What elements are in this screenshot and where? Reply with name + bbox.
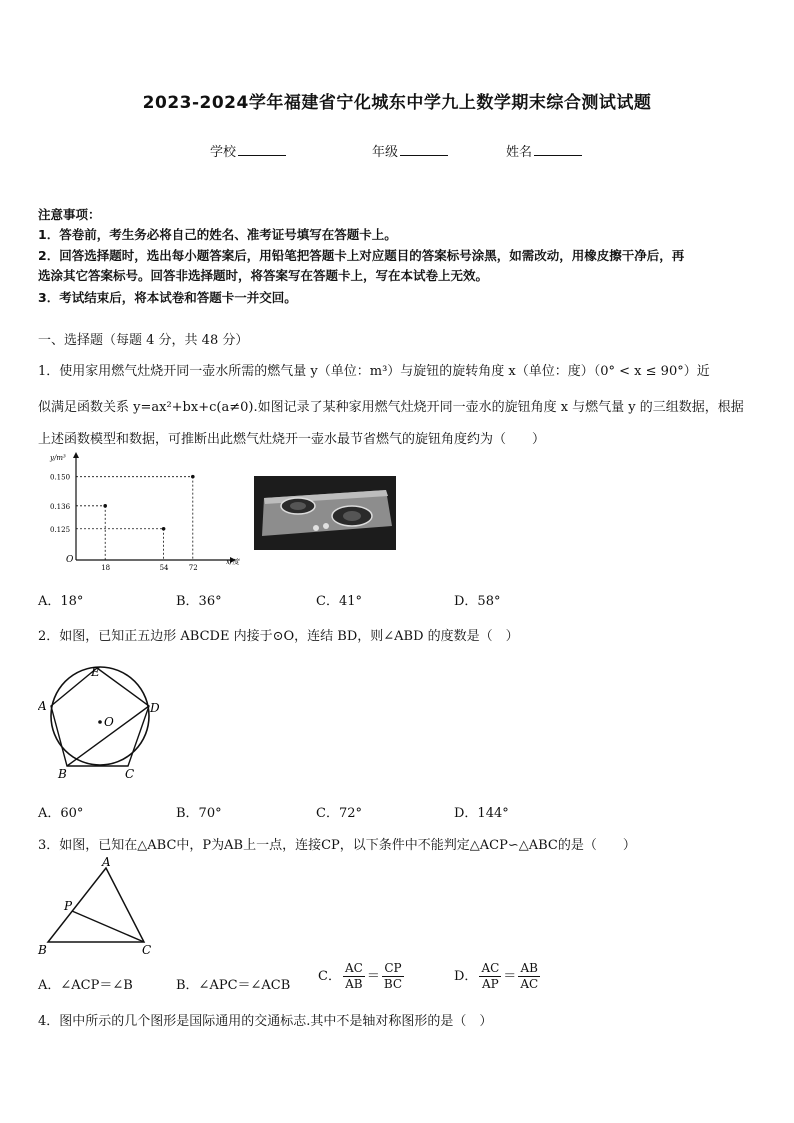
q2-option-b[interactable]: B．70° — [176, 806, 222, 821]
q2-pentagon-figure — [38, 660, 168, 780]
vertex-label-b: B — [58, 767, 67, 780]
y-tick-label: 0.136 — [50, 502, 71, 511]
q1-option-d[interactable]: D．58° — [454, 594, 501, 609]
origin-label: O — [66, 555, 74, 565]
vertex-label-a: A — [102, 855, 111, 869]
q1-option-c[interactable]: C．41° — [316, 594, 362, 609]
q4-stem: 4．图中所示的几个图形是国际通用的交通标志.其中不是轴对称图形的是（ ） — [38, 1014, 493, 1029]
y-axis-arrow — [73, 452, 79, 458]
center-label-o: O — [104, 715, 114, 729]
x-tick-label: 18 — [101, 564, 111, 572]
q1-option-a[interactable]: A．18° — [38, 594, 84, 609]
q1-chart — [40, 448, 240, 574]
equals-sign: ＝ — [503, 969, 517, 984]
equals-sign: ＝ — [366, 969, 380, 984]
notice-item: 3．考试结束后，将本试卷和答题卡一并交回。 — [38, 290, 297, 305]
vertex-label-a: A — [38, 699, 47, 713]
page-title: 2023-2024学年福建省宁化城东中学九上数学期末综合测试试题 — [142, 93, 652, 113]
q2-stem: 2．如图，已知正五边形 ABCDE 内接于⊙O，连结 BD，则∠ABD 的度数是（ ） — [38, 629, 519, 644]
fraction: $\frac{AC}{AB}$ — [344, 961, 363, 991]
gas-stove-photo — [254, 476, 396, 550]
q1-option-b[interactable]: B．36° — [176, 594, 222, 609]
option-c-label: C． — [318, 969, 341, 984]
vertex-label-d: D — [150, 701, 160, 715]
q2-option-a[interactable]: A．60° — [38, 806, 84, 821]
vertex-label-c: C — [142, 943, 152, 957]
fraction: $\frac{CP}{BC}$ — [383, 961, 403, 991]
data-point — [191, 475, 195, 479]
notice-heading: 注意事项： — [38, 207, 101, 222]
vertex-label-c: C — [125, 767, 135, 780]
notice-item: 选涂其它答案标号。回答非选择题时，将答案写在答题卡上，写在本试卷上无效。 — [38, 268, 489, 283]
q2-option-c[interactable]: C．72° — [316, 806, 362, 821]
q3-option-a[interactable]: A．∠ACP＝∠B — [38, 978, 133, 993]
q1-stem-line: 上述函数模型和数据，可推断出此燃气灶烧开一壶水最节省燃气的旋钮角度约为（ ） — [38, 432, 546, 447]
grade-label: 年级 — [372, 145, 399, 160]
x-tick-label: 54 — [159, 564, 169, 572]
name-label: 姓名 — [506, 145, 533, 160]
q3-triangle-figure — [36, 854, 156, 958]
q1-stem-line: 似满足函数关系 y=ax²+bx+c(a≠0).如图记录了某种家用燃气灶烧开同一壶水的旋钮角度 x 与燃气量 y 的三组数据，根据 — [38, 400, 744, 415]
y-tick-label: 0.125 — [50, 525, 71, 534]
vertex-label-p: P — [64, 899, 73, 913]
q3-option-c[interactable] — [318, 961, 406, 992]
vertex-label-e: E — [91, 665, 100, 679]
q3-option-d[interactable] — [454, 961, 542, 992]
vertex-label-b: B — [38, 943, 47, 957]
name-field[interactable] — [506, 141, 582, 160]
y-tick-label: 0.150 — [50, 473, 71, 482]
data-point — [162, 527, 166, 531]
y-axis-label: y/m³ — [50, 454, 66, 462]
school-label: 学校 — [210, 145, 237, 160]
q1-stem-line: 1．使用家用燃气灶烧开同一壶水所需的燃气量 y（单位：m³）与旋钮的旋转角度 x（单位：度）（0° < x ≤ 90°）近 — [38, 364, 710, 379]
q3-stem: 3．如图，已知在△ABC中，P为AB上一点，连接CP，以下条件中不能判定△ACP∽△ABC的是（ ） — [38, 838, 636, 853]
fraction: $\frac{AC}{AP}$ — [481, 961, 500, 991]
section-heading: 一、选择题（每题 4 分，共 48 分） — [38, 333, 249, 348]
x-axis-label: x/度 — [226, 558, 240, 566]
data-point — [103, 504, 107, 508]
x-tick-label: 72 — [188, 564, 198, 572]
school-field[interactable] — [210, 141, 286, 160]
q3-option-b[interactable]: B．∠APC＝∠ACB — [176, 978, 291, 993]
q2-option-d[interactable]: D．144° — [454, 806, 509, 821]
notice-item: 1．答卷前，考生务必将自己的姓名、准考证号填写在答题卡上。 — [38, 227, 397, 242]
option-d-label: D． — [454, 969, 478, 984]
grade-field[interactable] — [372, 141, 448, 160]
fraction: $\frac{AB}{AC}$ — [520, 961, 539, 991]
notice-item: 2．回答选择题时，选出每小题答案后，用铅笔把答题卡上对应题目的答案标号涂黑，如需改动，用橡皮擦干净后，再 — [38, 248, 685, 263]
